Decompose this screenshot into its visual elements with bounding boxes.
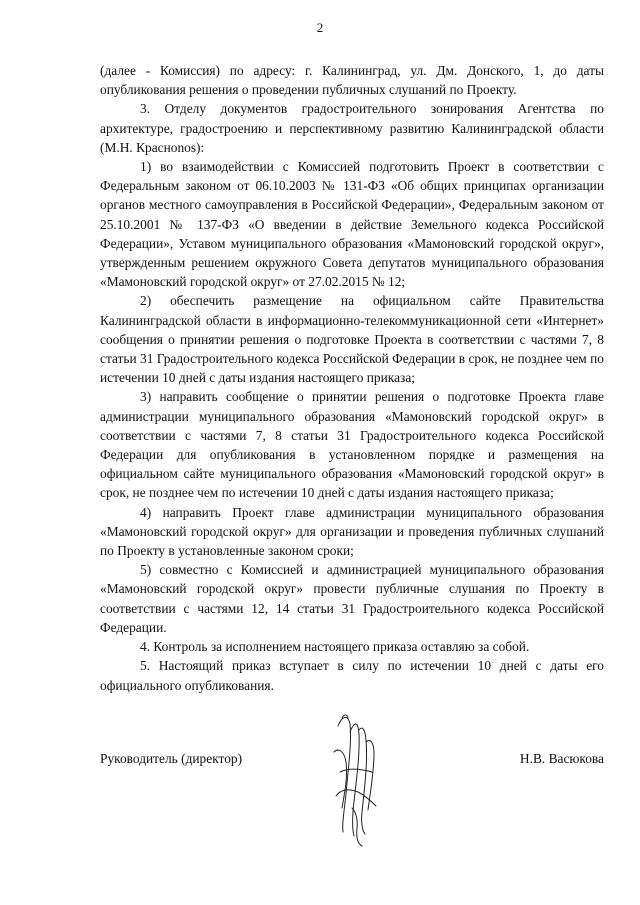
paragraph-subitem-5: 5) совместно с Комиссией и администрацией муниципального образования «Мамоновский городской округ» провести публичные слушания по Проекту в соответствии с частями 12, 14 статьи 31 Градостроительного кодекса Российской Федерации. [100,562,604,635]
paragraph-item-5: 5. Настоящий приказ вступает в силу по истечении 10 дней с даты его официального опубликования. [100,658,604,693]
handwritten-signature [328,712,384,848]
signatory-name: Н.В. Васюкова [519,751,604,766]
paragraph-item-3: 3. Отделу документов градостроительного зонирования Агентства по архитектуре, градостроению и перспективному развитию Калининградской области (М.Н. Красноnos): [100,101,604,155]
signature-block [100,751,604,773]
paragraph-subitem-4: 4) направить Проект главе администрации муниципального образования «Мамоновский городской округ» для организации и проведения публичных слушаний по Проекту в установленные законом сроки; [100,504,604,559]
paragraph-item-4: 4. Контроль за исполнением настоящего приказа оставляю за собой. [140,639,530,655]
paragraph-continuation: (далее - Комиссия) по адресу: г. Калининград, ул. Дм. Донского, 1, до даты опубликования решения о проведении публичных слушаний по Проекту. [100,63,604,98]
page-number: 2 [316,20,324,35]
paragraph-subitem-2: 2) обеспечить размещение на официальном сайте Правительства Калининградской области в информационно-телекоммуникационной сети «Интернет» сообщения о принятии решения о подготовке Проекта в соответствии с частями 7, 8 статьи 31 Градостроительного кодекса Российской Федерации в срок, не позднее чем по истечении 10 дней с даты издания настоящего приказа; [100,293,604,386]
document-body [100,61,604,695]
paragraph-subitem-1: 1) во взаимодействии с Комиссией подготовить Проект в соответствии с Федеральным законом от 06.10.2003 № 131-ФЗ «Об общих принципах организации органов местного самоуправления в Российской Федерации», Федеральным законом от 25.10.2001 № 137-ФЗ «О введении в действие Земельного кодекса Российской Федерации», Уставом муниципального образования «Мамоновский городской округ», утвержденным решением окружного Совета депутатов муниципального образования «Мамоновский городской округ» от 27.02.2015 № 12; [100,159,604,290]
paragraph-subitem-3: 3) направить сообщение о принятии решения о подготовке Проекта главе администрации муниципального образования «Мамоновский городской округ» в соответствии с частями 7, 8 статьи 31 Градостроительного кодекса Российской Федерации для опубликования в установленном порядке и размещения на официальном сайте муниципального образования «Мамоновский городской округ» в срок, не позднее чем по истечении 10 дней с даты издания настоящего приказа; [100,389,604,501]
signatory-title: Руководитель (директор) [100,751,243,766]
